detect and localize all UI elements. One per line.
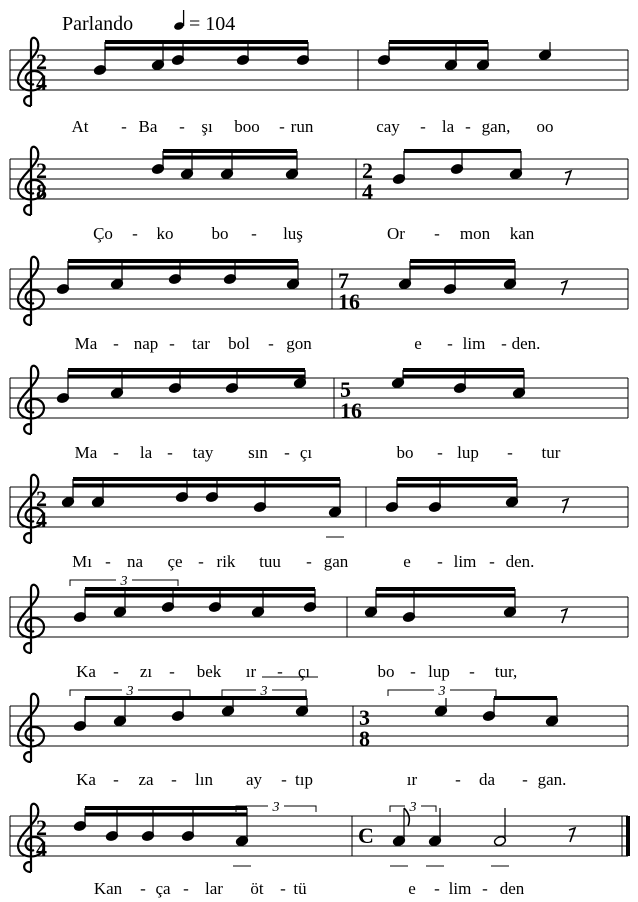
lyric-syllable: lim [462,334,486,353]
lyric-syllable: da [478,770,496,789]
lyric-hyphen: - [277,662,283,681]
lyric-syllable: gan. [537,770,567,789]
lyric-hyphen: - [482,879,488,898]
staff-system [10,574,628,681]
lyric-syllable: tü [293,879,307,898]
lyric-hyphen: - [113,334,119,353]
lyric-hyphen: - [507,443,513,462]
staff-system [10,38,628,136]
lyric-hyphen: - [306,552,312,571]
time-signature-change-numerator: 5 [340,377,351,402]
rest-icon [565,171,571,185]
rest-icon [562,499,568,513]
lyric-syllable: nap [133,334,159,353]
lyric-syllable: lim [453,552,477,571]
lyric-syllable: na [126,552,144,571]
time-signature-denominator: 4 [36,836,47,861]
lyric-syllable: tur, [494,662,518,681]
time-signature-change-denominator: 4 [362,179,373,204]
lyric-syllable: çı [297,662,311,681]
lyric-syllable: ko [156,224,174,243]
lyric-syllable: çe [167,552,183,571]
time-signature-denominator: 4 [36,507,47,532]
lyric-hyphen: - [198,552,204,571]
lyric-syllable: la [139,443,153,462]
lyric-hyphen: - [113,443,119,462]
lyric-syllable: e [414,334,422,353]
lyric-syllable: ça [155,879,171,898]
time-signature-change-numerator: 3 [359,705,370,730]
staff-system [10,475,628,571]
time-signature-change-denominator: 16 [338,289,360,314]
lyric-syllable: e [408,879,416,898]
rest-icon [561,609,567,623]
lyric-hyphen: - [434,224,440,243]
lyric-syllable: bo [377,662,395,681]
lyric-syllable: Or [387,224,405,243]
time-signature-denominator: 8 [36,179,47,204]
time-signature-numerator: 2 [36,49,47,74]
rest-icon [569,828,575,842]
time-signature-numerator: 2 [36,815,47,840]
lyric-hyphen: - [281,770,287,789]
lyric-hyphen: - [410,662,416,681]
time-signature-numerator: 2 [36,486,47,511]
lyric-syllable: Ma [74,443,98,462]
lyric-syllable: Ma [74,334,98,353]
lyric-hyphen: - [284,443,290,462]
tempo-text: Parlando [62,13,134,35]
time-signature-change-numerator: 2 [362,158,373,183]
lyric-syllable: lim [448,879,472,898]
lyric-hyphen: - [434,879,440,898]
tuplet-number: 3 [260,684,268,699]
time-signature-denominator: 4 [36,70,47,95]
lyric-syllable: Ka [76,770,96,789]
lyric-hyphen: - [251,224,257,243]
lyric-hyphen: - [132,224,138,243]
lyric-syllable: ay [245,770,263,789]
lyric-syllable: öt [250,879,264,898]
lyric-hyphen: - [501,334,507,353]
lyric-hyphen: - [447,334,453,353]
staff-system [10,147,628,243]
lyric-hyphen: - [140,879,146,898]
lyric-syllable: sın [248,443,268,462]
lyric-syllable: ır [245,662,257,681]
lyric-hyphen: - [183,879,189,898]
lyric-hyphen: - [167,443,173,462]
lyric-syllable: gan, [481,117,511,136]
lyric-syllable: luş [283,224,303,243]
tempo-value: = 104 [189,13,236,35]
lyric-syllable: den. [511,334,541,353]
lyric-syllable: e [403,552,411,571]
treble-clef-icon [18,694,44,762]
lyric-hyphen: - [121,117,127,136]
lyric-syllable: Mı [72,552,92,571]
treble-clef-icon [18,585,44,653]
lyric-syllable: zı [139,662,153,681]
lyric-syllable: run [290,117,314,136]
lyric-syllable: Ço [93,224,113,243]
lyric-hyphen: - [489,552,495,571]
lyric-hyphen: - [268,334,274,353]
lyric-syllable: tur [541,443,561,462]
lyric-hyphen: - [169,662,175,681]
lyric-hyphen: - [279,117,285,136]
lyric-syllable: la [441,117,455,136]
lyric-syllable: şı [201,117,213,136]
lyric-syllable: tuu [259,552,281,571]
lyric-hyphen: - [455,770,461,789]
treble-clef-icon [18,257,44,325]
tuplet-number: 3 [272,800,280,815]
lyric-syllable: bek [196,662,222,681]
lyric-hyphen: - [171,770,177,789]
tuplet-number: 3 [126,684,134,699]
lyric-syllable: rik [216,552,236,571]
lyric-syllable: lup [428,662,450,681]
lyric-syllable: mon [459,224,491,243]
lyric-syllable: kan [509,224,535,243]
lyric-syllable: den. [505,552,535,571]
tempo-marking [62,10,235,35]
lyric-syllable: Kan [93,879,123,898]
lyric-syllable: cay [376,117,400,136]
tuplet-number: 3 [120,574,128,589]
lyric-syllable: gan [323,552,349,571]
lyric-hyphen: - [280,879,286,898]
staff-system [10,800,628,898]
lyric-hyphen: - [105,552,111,571]
staff-system [10,257,628,353]
time-signature-numerator: 2 [36,158,47,183]
lyric-syllable: Ba [138,117,158,136]
lyric-hyphen: - [437,552,443,571]
lyric-syllable: boo [234,117,260,136]
time-signature-change: C [358,823,374,848]
time-signature-change-denominator: 8 [359,726,370,751]
lyric-syllable: lar [205,879,223,898]
lyric-hyphen: - [469,662,475,681]
lyric-hyphen: - [522,770,528,789]
lyric-hyphen: - [437,443,443,462]
lyric-syllable: gon [286,334,312,353]
lyric-syllable: bol [228,334,250,353]
lyric-syllable: çı [299,443,313,462]
lyric-hyphen: - [113,662,119,681]
tuplet-number: 3 [438,684,446,699]
lyric-syllable: bo [211,224,229,243]
lyric-syllable: ır [406,770,418,789]
lyric-syllable: Ka [76,662,96,681]
lyric-hyphen: - [420,117,426,136]
treble-clef-icon [18,366,44,434]
lyric-hyphen: - [465,117,471,136]
time-signature-change-denominator: 16 [340,398,362,423]
lyric-syllable: tar [192,334,210,353]
tuplet-number: 3 [409,800,417,815]
lyric-hyphen: - [169,334,175,353]
lyric-hyphen: - [113,770,119,789]
staff-system [10,684,628,789]
systems [10,38,628,898]
lyric-syllable: bo [396,443,414,462]
lyric-syllable: lup [457,443,479,462]
rest-icon [561,281,567,295]
lyric-syllable: lın [195,770,213,789]
lyric-hyphen: - [179,117,185,136]
lyric-syllable: oo [536,117,554,136]
staff-system [10,366,628,462]
lyric-syllable: tıp [295,770,313,789]
lyric-syllable: za [138,770,154,789]
time-signature-change-numerator: 7 [338,268,349,293]
lyric-syllable: den [499,879,525,898]
lyric-syllable: At [71,117,89,136]
lyric-syllable: tay [192,443,214,462]
